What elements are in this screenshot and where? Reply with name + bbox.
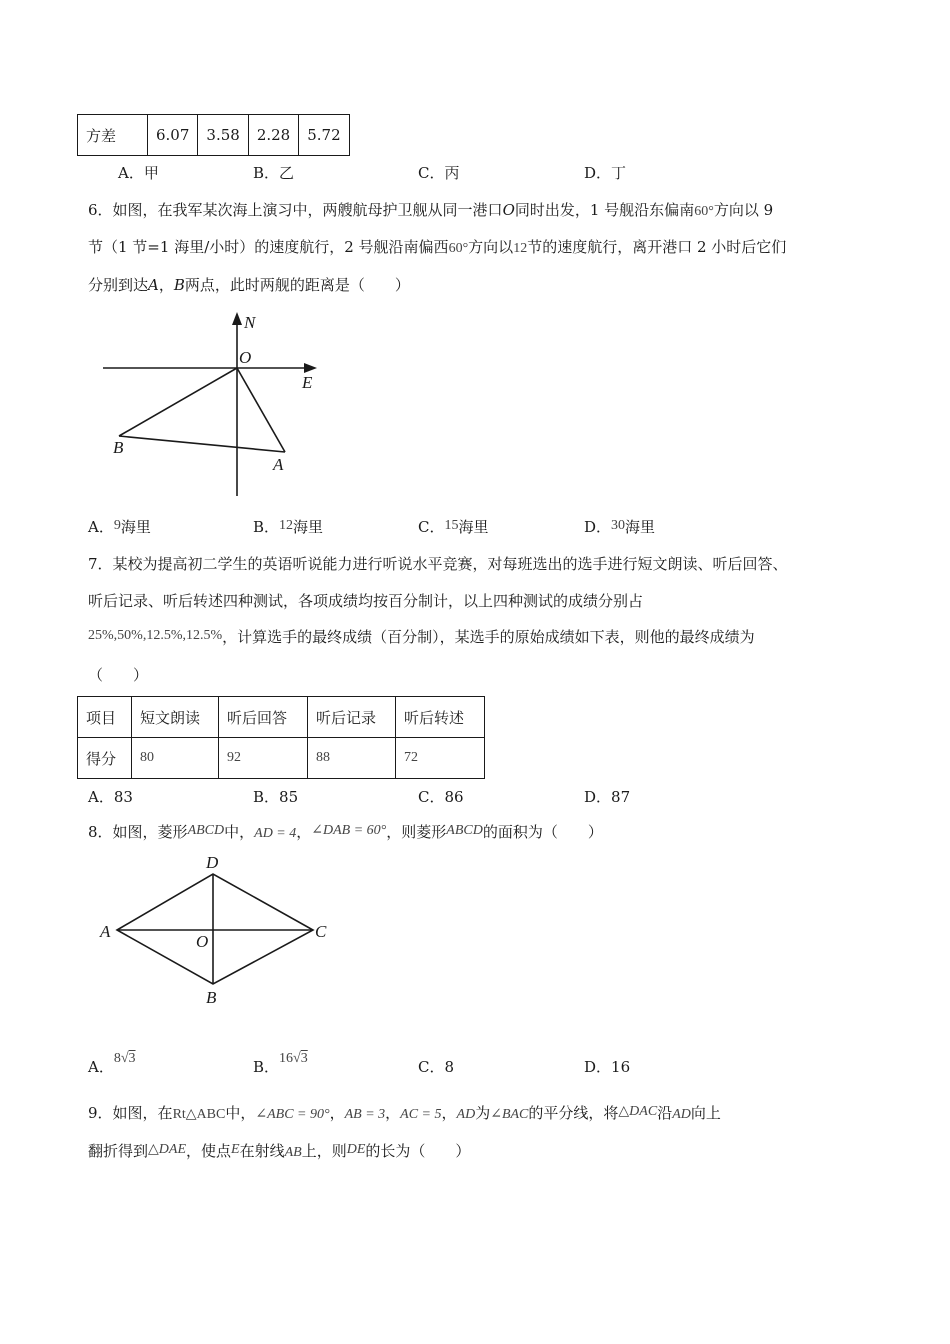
q7-line-3: 25%,50%,12.5%,12.5%，计算选手的最终成绩（百分制），某选手的原始成绩如下表，则他的最终成绩为 bbox=[88, 628, 755, 646]
q6-figure bbox=[95, 308, 330, 503]
q6-line-2: 节（1 节=1 海里/小时）的速度航行，2 号舰沿南偏西60°方向以12节的速度航行，离开港口 2 小时后它们 bbox=[88, 238, 787, 256]
east-arrow bbox=[304, 363, 317, 373]
table-cell: 92 bbox=[219, 738, 308, 779]
label-A: A bbox=[273, 455, 284, 474]
table-row bbox=[78, 738, 485, 779]
table-header: 听后转述 bbox=[396, 697, 485, 738]
variance-label: 方差 bbox=[78, 115, 148, 156]
q7-line-4: （ ） bbox=[88, 666, 149, 684]
table-row bbox=[78, 697, 485, 738]
q7-line-2: 听后记录、听后转述四种测试，各项成绩均按百分制计，以上四种测试的成绩分别占 bbox=[88, 592, 644, 610]
q5-option-b[interactable]: B．乙 bbox=[253, 164, 295, 182]
variance-value: 3.58 bbox=[198, 115, 248, 156]
label-C: C bbox=[315, 922, 327, 941]
q7-option-b[interactable]: B．85 bbox=[253, 788, 299, 806]
table-header: 听后记录 bbox=[308, 697, 396, 738]
q8-option-c[interactable]: C．8 bbox=[418, 1058, 455, 1076]
variance-value: 6.07 bbox=[148, 115, 198, 156]
table-header: 项目 bbox=[78, 697, 132, 738]
table-cell: 得分 bbox=[78, 738, 132, 779]
q6-option-d[interactable]: D．30海里 bbox=[584, 518, 656, 536]
q8-option-a[interactable]: A．8√3 bbox=[88, 1051, 136, 1076]
table-header: 听后回答 bbox=[219, 697, 308, 738]
q9-line-2: 翻折得到△DAE，使点E在射线AB上，则DE的长为（ ） bbox=[88, 1142, 471, 1160]
label-B: B bbox=[206, 988, 217, 1007]
segment-OB bbox=[119, 368, 237, 436]
label-D: D bbox=[206, 853, 219, 872]
q5-option-d[interactable]: D．丁 bbox=[584, 164, 627, 182]
north-arrow bbox=[232, 312, 242, 325]
label-B: B bbox=[113, 438, 124, 457]
table-cell: 80 bbox=[132, 738, 219, 779]
q7-option-a[interactable]: A．83 bbox=[88, 788, 133, 806]
q6-option-c[interactable]: C．15海里 bbox=[418, 518, 489, 536]
label-N: N bbox=[244, 313, 256, 332]
q8-option-b[interactable]: B．16√3 bbox=[253, 1051, 308, 1076]
variance-value: 5.72 bbox=[299, 115, 349, 156]
q8-rhombus-figure bbox=[95, 850, 340, 1010]
label-A: A bbox=[100, 922, 111, 941]
label-E: E bbox=[302, 373, 313, 392]
table-cell: 88 bbox=[308, 738, 396, 779]
q7-option-c[interactable]: C．86 bbox=[418, 788, 464, 806]
q5-option-c[interactable]: C．丙 bbox=[418, 164, 460, 182]
q7-line-1: 7．某校为提高初二学生的英语听说能力进行听说水平竞赛，对每班选出的选手进行短文朗读、听后回答、 bbox=[88, 555, 788, 573]
table-header: 短文朗读 bbox=[132, 697, 219, 738]
variance-value: 2.28 bbox=[248, 115, 298, 156]
rhombus-ABCD bbox=[117, 874, 313, 984]
q9-line-1: 9．如图，在Rt△ABC中，∠ABC = 90°，AB = 3，AC = 5，AD为∠BAC的平分线，将△DAC沿AD向上 bbox=[88, 1104, 721, 1122]
q8-line-1: 8．如图，菱形ABCD中，AD = 4，∠DAB = 60°，则菱形ABCD的面积为（ ） bbox=[88, 823, 603, 841]
q6-option-a[interactable]: A．9海里 bbox=[88, 518, 151, 536]
segment-AB bbox=[119, 436, 285, 452]
score-table bbox=[77, 696, 485, 779]
q8-option-d[interactable]: D．16 bbox=[584, 1058, 631, 1076]
sqrt-sign: √ bbox=[120, 1051, 129, 1066]
q7-option-d[interactable]: D．87 bbox=[584, 788, 631, 806]
segment-OA bbox=[237, 368, 285, 452]
q5-option-a[interactable]: A．甲 bbox=[118, 164, 159, 182]
variance-table bbox=[77, 114, 350, 156]
table-cell: 72 bbox=[396, 738, 485, 779]
label-O: O bbox=[196, 932, 209, 951]
q6-line-1: 6．如图，在我军某次海上演习中，两艘航母护卫舰从同一港口O同时出发，1 号舰沿东偏南60°方向以 9 bbox=[88, 201, 774, 219]
label-O: O bbox=[239, 348, 252, 367]
q6-option-b[interactable]: B．12海里 bbox=[253, 518, 324, 536]
q6-line-3: 分别到达A，B两点，此时两舰的距离是（ ） bbox=[88, 276, 410, 294]
sqrt-sign: √ bbox=[293, 1051, 301, 1066]
